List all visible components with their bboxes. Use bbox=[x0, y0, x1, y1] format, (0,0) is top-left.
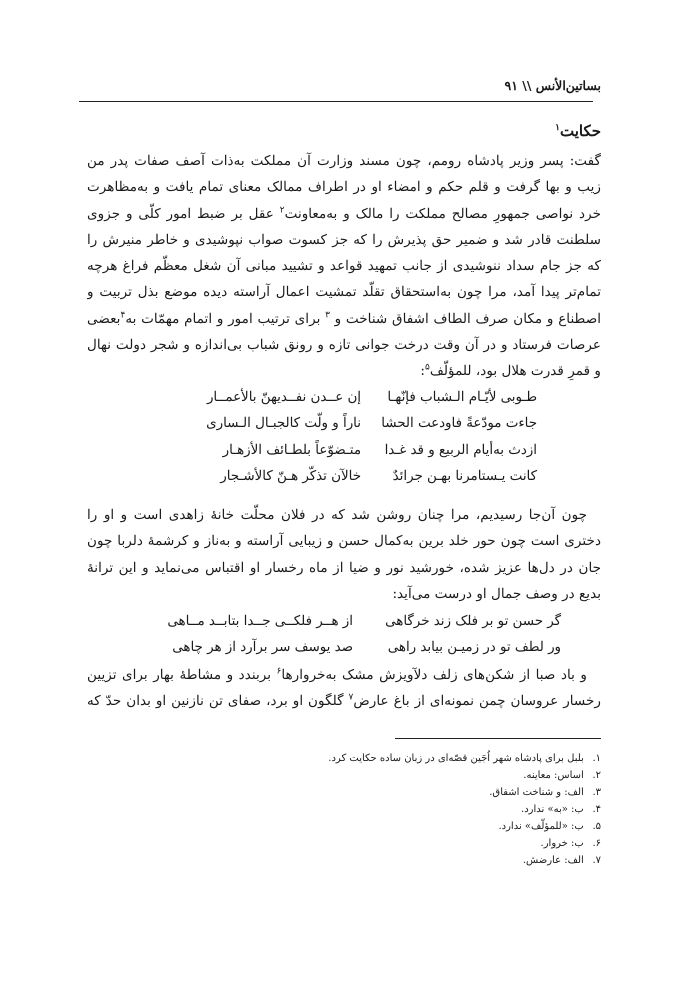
hemistich-second: متـضوّعاً بلطـائف الأزهـار bbox=[222, 442, 361, 458]
paragraph-3 bbox=[87, 662, 601, 715]
running-head: بساتین‌الأنس \\ ۹۱ bbox=[504, 78, 601, 93]
hemistich-second: إن عــدن نفــدیهنّ بالأعمــار bbox=[206, 390, 361, 405]
verse-line bbox=[87, 438, 601, 464]
paragraph-1 bbox=[87, 148, 601, 385]
footnote: ۵. ب: «للمؤلّف» ندارد. bbox=[498, 821, 601, 832]
verse-line bbox=[87, 609, 601, 635]
poem-2 bbox=[87, 609, 601, 662]
section-title: حکایت$^۱$ bbox=[555, 122, 601, 140]
text-line: و قمرِ قدرت هلال بود، للمؤلّف$^۵$: bbox=[420, 362, 601, 380]
hemistich-first: گر حسن تو بر فلک زند خرگاهی bbox=[385, 614, 561, 629]
verse-line bbox=[87, 635, 601, 661]
hemistich-second: ناراً و ولّت کالجبـال الـساری bbox=[206, 416, 361, 432]
text-line: خرد نواصی جمهورِ مصالح مملکت را مالک و به‌معاونت$^۲$ عقل بر ضبط امور کلّی و جزوی bbox=[87, 205, 601, 222]
footnotes bbox=[87, 750, 601, 869]
hemistich-first: ازدث به‌أیام الربیع و قد غـدا bbox=[384, 442, 537, 458]
footnote-ref: ۴ bbox=[120, 310, 126, 321]
footnote-ref: ۳ bbox=[325, 310, 330, 321]
footnote-ref: ۱ bbox=[555, 123, 560, 133]
text-line: سلطنت قادر شد و ضمیر حق پذیرش را که جز کسوت صواب نپوشیدی و خاطر منیرش را bbox=[87, 231, 601, 248]
footnote-ref: ۲ bbox=[279, 205, 285, 216]
hemistich-first: کانت یـستامرنا بهـن جرائدٌ bbox=[392, 468, 537, 484]
footnote-ref: ۵ bbox=[424, 362, 430, 373]
verse-line bbox=[87, 464, 601, 490]
text-line: عرصات فرستاد و در آن وقت درخت جوانی تازه و رونق شباب بی‌اندازه و شجر دولت نهال bbox=[87, 337, 601, 354]
hemistich-first: جاءت مودّعةً فاودعت الحشا bbox=[381, 416, 537, 432]
footnote-ref: ۶ bbox=[276, 666, 282, 677]
footnote-ref: ۷ bbox=[348, 692, 354, 703]
hemistich-second: از هــر فلکــی جــدا بتابــد مــاهی bbox=[167, 614, 353, 629]
text-line: اصطناع و مکان صرف الطاف اشفاق شناخت و $^۳$ برای ترتیب امور و اتمام مهمّات به$^۴$بعضی bbox=[87, 310, 601, 327]
footnote: ۷. الف: عارضش. bbox=[522, 855, 601, 866]
header-rule bbox=[79, 101, 593, 102]
text-line: جان در دل‌ها عزیز شده، خورشید نور و ضیا از ماه رخسار او اقتباس می‌نماید و این ترانهٔ bbox=[87, 559, 601, 576]
verse-line bbox=[87, 411, 601, 437]
text-line: زیب و بها گرفت و قلم حکم و امضاء او در اطراف ممالک معنای تمام یافت و به‌مظاهرت bbox=[87, 179, 601, 196]
text-line: دختری است چون حور خلد برین به‌کمال حسن و زیبایی آراسته و به‌ناز و کرشمهٔ دلربا چون bbox=[87, 533, 601, 550]
footnote: ۱. بلبل برای پادشاه شهر اُجَین قصّه‌ای در زبان ساده حکایت کرد. bbox=[328, 753, 601, 764]
hemistich-second: صد یوسف سر برآرد از هر چاهی bbox=[172, 640, 353, 656]
hemistich-second: خالآن تذکّر هـنّ کالأشـجار bbox=[220, 468, 361, 484]
text-line: رخسار عروسان چمن نمونه‌ای از باغ عارض$^۷$ گلگون او برد، صفای تن نازنین او بدان حدّ که bbox=[87, 692, 601, 710]
text-line: تمام‌تر پیدا آمد، مرا چون به‌استحقاق تقلّد تمشیت اعمال آراسته دیده موضع بذل تربیت و bbox=[87, 284, 601, 301]
footnote: ۳. الف: و شناخت اشفاق. bbox=[489, 787, 601, 798]
paragraph-2 bbox=[87, 502, 601, 607]
text-line: بدیع در وصف جمال او درست می‌آید: bbox=[392, 585, 601, 602]
verse-line bbox=[87, 385, 601, 411]
text-line: چون آن‌جا رسیدیم، مرا چنان روشن شد که در فلان محلّت خانهٔ زاهدی است و او را bbox=[87, 507, 587, 523]
hemistich-first: ور لطف تو در زمیـن بیابد راهی bbox=[387, 640, 561, 656]
footnote: ۲. اساس: معاینه. bbox=[523, 770, 601, 781]
footnote-rule bbox=[395, 738, 601, 739]
text-line: که جز جام سداد ننوشیدی از جانب تمهید قواعد و تشیید مبانی آن شغل معظّم فراغ هرچه bbox=[87, 258, 601, 275]
poem-1 bbox=[87, 385, 601, 490]
footnote: ۴. ب: «به» ندارد. bbox=[521, 804, 601, 815]
text-line: و باد صبا از شکن‌های زلف دلآویزش مشک به‌خروارها$^۶$ بربندد و مشاطهٔ بهار برای تزیین bbox=[87, 666, 587, 683]
footnote: ۶. ب: خروار. bbox=[540, 838, 601, 849]
hemistich-first: طـوبی لأیّـام الـشباب فإنّهـا bbox=[387, 390, 537, 405]
text-line: گفت: پسر وزیر پادشاه رومم، چون مسند وزارت آن مملکت به‌ذات آصف صفات پدر من bbox=[87, 153, 601, 169]
